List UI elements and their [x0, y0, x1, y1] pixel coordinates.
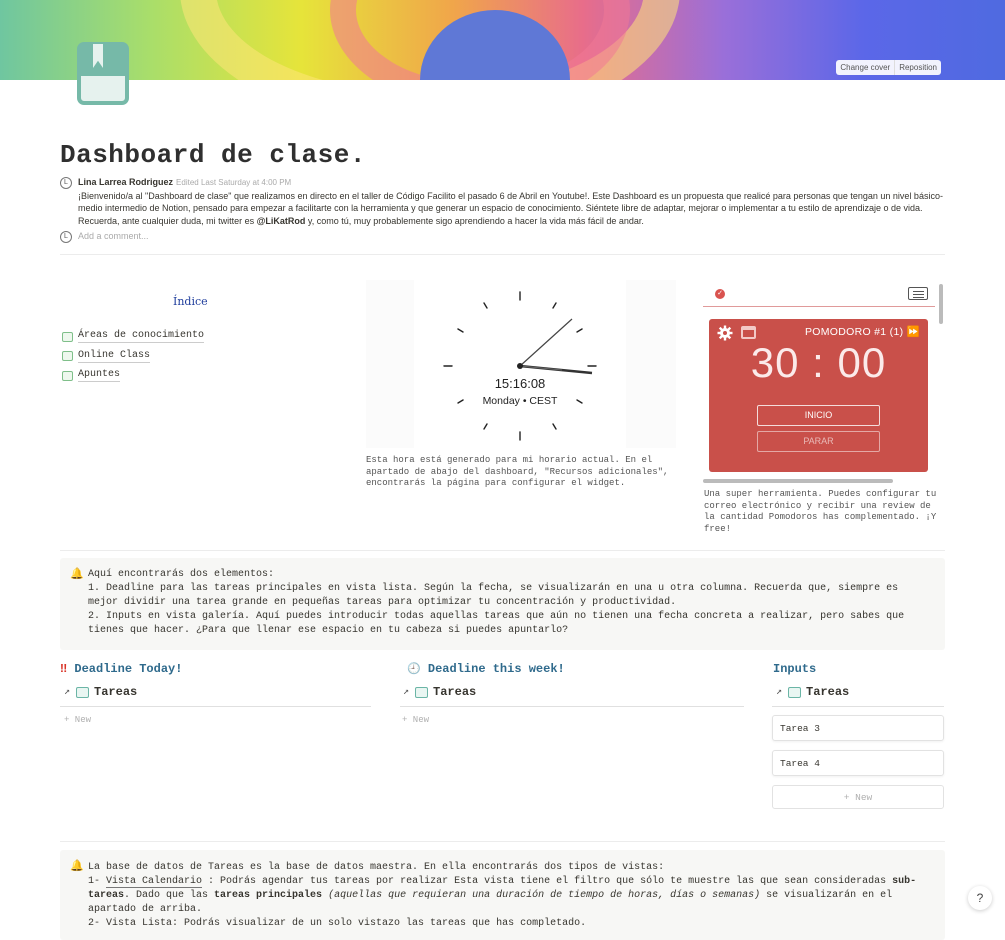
pomodoro-scrollbar[interactable] — [939, 284, 943, 324]
add-comment-input[interactable]: Add a comment... — [78, 231, 149, 241]
indice-item-apuntes[interactable] — [62, 366, 204, 386]
link-arrow-icon: ↗ — [776, 687, 783, 698]
indice-item-label: Online Class — [78, 349, 151, 361]
cover-controls — [836, 60, 941, 75]
clock-widget — [366, 280, 676, 448]
calendar-icon — [788, 687, 801, 698]
add-comment[interactable] — [60, 230, 149, 243]
bookmark-book-icon[interactable] — [77, 42, 129, 105]
divider — [60, 706, 371, 707]
clock-time: 15:16:08 — [494, 376, 546, 391]
gallery-card[interactable]: Tarea 3 — [772, 715, 944, 741]
avatar: L — [60, 177, 72, 189]
tareas-link-today[interactable] — [64, 685, 137, 699]
pomodoro-caption: Una super herramienta. Puedes configurar tu correo electrónico y recibir una review de la cantidad Pomodoros has complementado. ¡Y free! — [704, 489, 937, 534]
divider — [60, 841, 945, 842]
callout-line: 2. Inputs en vista galería. Aquí puedes introducir todas aquellas tareas que aún no tienen una fecha concreta a realizar, pero sabes que tienes que hacer. ¿Para que llenar ese espacio en tu cabeza si puedes apuntarlo? — [88, 611, 905, 636]
reposition-button[interactable]: Reposition — [894, 60, 941, 75]
column-heading: Deadline this week! — [427, 662, 565, 676]
calendar-icon — [415, 687, 428, 698]
tareas-link-week[interactable] — [403, 685, 476, 699]
tareas-link-inputs[interactable] — [776, 685, 849, 699]
pomodoro-widget — [703, 281, 943, 485]
menu-icon[interactable] — [908, 287, 928, 300]
callout-line: 1- Vista Calendario : Podrás agendar tus tareas por realizar Esta vista tiene el filtro que sólo te muestre las que sean consideradas sub-tareas. Dado que las tareas principales (aquellas que requieran una duración de tiempo de horas, días o semanas) se visualizarán en el apartado de arriba. — [88, 876, 917, 915]
monitor-icon — [62, 351, 73, 361]
bell-icon: 🔔 — [70, 861, 84, 873]
comment-text-1: ¡Bienvenido/a al "Dashboard de clase" que realizamos en directo en el taller de Código Facilito el pasado 6 de Abril en Youtube!. Este Dashboard es un propuesta que realicé para personas que tengan un nivel básico-medio intermedio de Notion, pensado para empezar a facilitarte con la herramienta y que generar un espacio de conocimiento. Siéntete libre de adaptar, mejorar o implementar a tu estilo de aprendizaje o de vida. Recuerda, ante cualquier duda, mi twitter es — [78, 190, 943, 226]
clock-timezone: Monday • CEST — [482, 395, 558, 407]
pomodoro-timer — [709, 319, 928, 472]
clock-caption: Esta hora está generado para mi horario actual. En el apartado de abajo del dashboard, "Recursos adicionales", encontrarás la página para configurar el widget. — [366, 455, 669, 488]
tomato-icon[interactable]: ✓ — [715, 289, 725, 299]
divider — [400, 706, 744, 707]
comment-handle: @LiKatRod — [256, 215, 306, 226]
indice-item-label: Apuntes — [78, 369, 121, 381]
vista-calendario-link[interactable]: Vista Calendario — [106, 876, 203, 887]
pomodoro-hscrollbar[interactable] — [703, 479, 893, 483]
double-exclamation-icon: ‼ — [60, 662, 68, 676]
indice-heading: Índice — [173, 295, 208, 308]
notes-icon — [62, 371, 73, 381]
heading-inputs — [773, 662, 816, 676]
pomodoro-toolbar — [703, 281, 935, 307]
column-heading: Inputs — [773, 662, 817, 676]
callout-tareas-db — [60, 850, 945, 940]
pomodoro-label: POMODORO #1 (1) ⏩ — [804, 326, 920, 338]
link-arrow-icon: ↗ — [64, 687, 71, 698]
new-row-button[interactable]: + New — [64, 715, 92, 725]
comment-edited: Edited Last Saturday at 4:00 PM — [176, 178, 292, 187]
comment-author: Lina Larrea Rodriguez — [78, 177, 174, 187]
skip-icon[interactable]: ⏩ — [906, 326, 920, 338]
clock-dial-icon — [414, 280, 626, 448]
page-title[interactable]: Dashboard de clase. — [60, 140, 366, 170]
callout-line: 1. Deadline para las tareas principales en vista lista. Según la fecha, se visualizarán en una u otra columna. Recuerda que, siempre es mejor dividir una tarea grande en pequeñas tareas para optimizar tu concentración y productividad. — [88, 583, 899, 608]
comment-text-2: y, como tú, muy probablemente sigo aprendiendo a hacer la vida más fácil de andar. — [305, 215, 644, 226]
callout-elements — [60, 558, 945, 650]
leaf-icon — [62, 332, 73, 342]
divider — [772, 706, 944, 707]
column-heading: Deadline Today! — [74, 662, 183, 676]
window-icon[interactable] — [741, 326, 756, 339]
bell-icon: 🔔 — [70, 569, 84, 581]
clock-icon: 🕘 — [407, 664, 421, 676]
page-comment — [60, 176, 950, 227]
link-arrow-icon: ↗ — [403, 687, 410, 698]
new-row-button[interactable]: + New — [402, 715, 430, 725]
db-title: Tareas — [433, 685, 477, 699]
callout-line: La base de datos de Tareas es la base de datos maestra. En ella encontrarás dos tipos de vistas: — [88, 862, 665, 873]
heading-deadline-week — [407, 662, 565, 676]
indice-item-label: Áreas de conocimiento — [78, 330, 205, 342]
change-cover-button[interactable]: Change cover — [840, 63, 891, 72]
indice-item-areas[interactable] — [62, 327, 204, 347]
db-title: Tareas — [94, 685, 138, 699]
new-card-button[interactable]: + New — [772, 785, 944, 809]
help-button[interactable]: ? — [968, 886, 992, 910]
avatar: L — [60, 231, 72, 243]
clock-face — [414, 280, 626, 448]
pomodoro-time: 30 : 00 — [750, 339, 887, 386]
stop-button[interactable]: PARAR — [757, 431, 880, 452]
indice-list — [62, 327, 204, 386]
divider — [60, 254, 945, 255]
calendar-icon — [76, 687, 89, 698]
page-cover — [0, 0, 1005, 80]
callout-line: Aquí encontrarás dos elementos: — [88, 569, 275, 580]
divider — [60, 550, 945, 551]
heading-deadline-today — [60, 662, 182, 676]
gallery-card[interactable]: Tarea 4 — [772, 750, 944, 776]
start-button[interactable]: INICIO — [757, 405, 880, 426]
callout-line: 2- Vista Lista: Podrás visualizar de un solo vistazo las tareas que has completado. — [88, 918, 587, 929]
db-title: Tareas — [806, 685, 850, 699]
indice-item-online-class[interactable] — [62, 347, 204, 367]
